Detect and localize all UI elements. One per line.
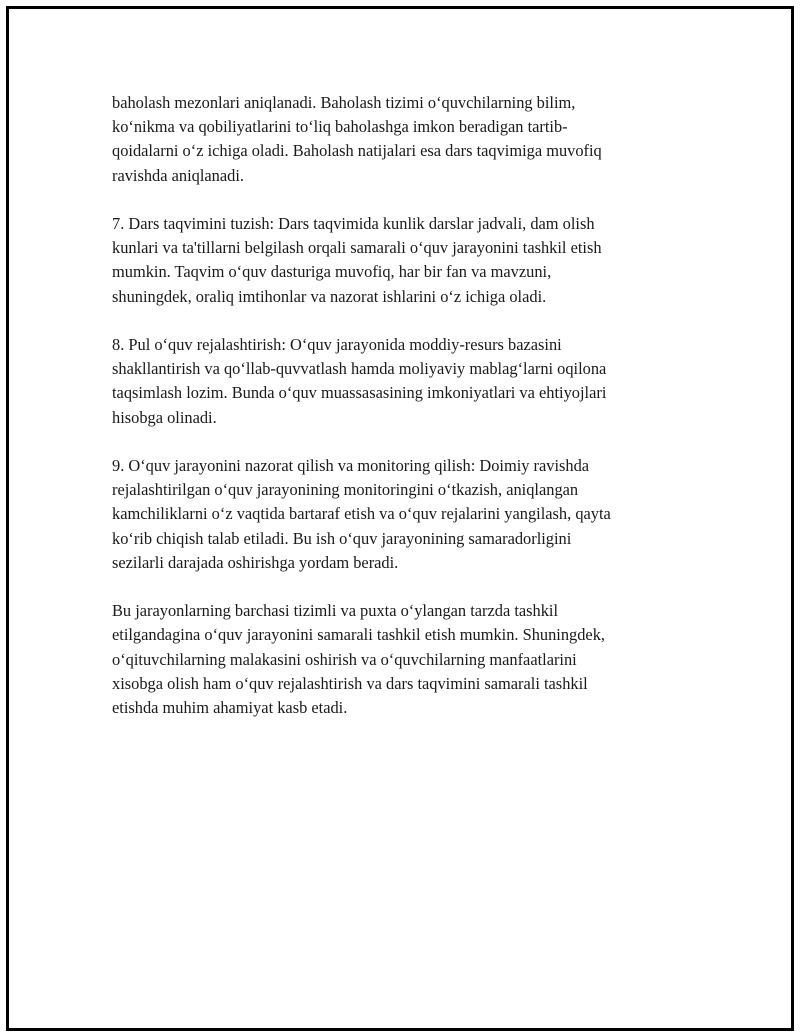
- paragraph-baholash: baholash mezonlari aniqlanadi. Baholash tizimi oʻquvchilarning bilim, koʻnikma va qobiliyatlarini toʻliq baholashga imkon beradigan tartib- qoidalarni oʻz ichiga oladi. Baholash natijalari esa dars taqvimiga muvofiq ravishda aniqlanadi.: [112, 93, 602, 185]
- document-body: [112, 91, 672, 744]
- paragraph-pul-rejalashtirish: 8. Pul oʻquv rejalashtirish: Oʻquv jarayonida moddiy-resurs bazasini shakllantirish va qoʻllab-quvvatlash hamda moliyaviy mablagʻlarni oqilona taqsimlash lozim. Bunda oʻquv muassasasining imkoniyatlari va ehtiyojlari hisobga olinadi.: [112, 335, 607, 427]
- paragraph-nazorat-monitoring: 9. Oʻquv jarayonini nazorat qilish va monitoring qilish: Doimiy ravishda rejalashtirilgan oʻquv jarayonining monitoringini oʻtkazish, aniqlangan kamchiliklarni oʻz vaqtida bartaraf etish va oʻquv rejalarini yangilash, qayta koʻrib chiqish talab etiladi. Bu ish oʻquv jarayonining samaradorligini sezilarli darajada oshirishga yordam beradi.: [112, 456, 611, 572]
- paragraph-dars-taqvimi: 7. Dars taqvimini tuzish: Dars taqvimida kunlik darslar jadvali, dam olish kunlari va ta'tillarni belgilash orqali samarali oʻquv jarayonini tashkil etish mumkin. Taqvim oʻquv dasturiga muvofiq, har bir fan va mavzuni, shuningdek, oraliq imtihonlar va nazorat ishlarini oʻz ichiga oladi.: [112, 214, 602, 306]
- paragraph-xulosa: Bu jarayonlarning barchasi tizimli va puxta oʻylangan tarzda tashkil etilgandagina oʻquv jarayonini samarali tashkil etish mumkin. Shuningdek, oʻqituvchilarning malakasini oshirish va oʻquvchilarning manfaatlarini xisobga olish ham oʻquv rejalashtirish va dars taqvimini samarali tashkil etishda muhim ahamiyat kasb etadi.: [112, 601, 605, 718]
